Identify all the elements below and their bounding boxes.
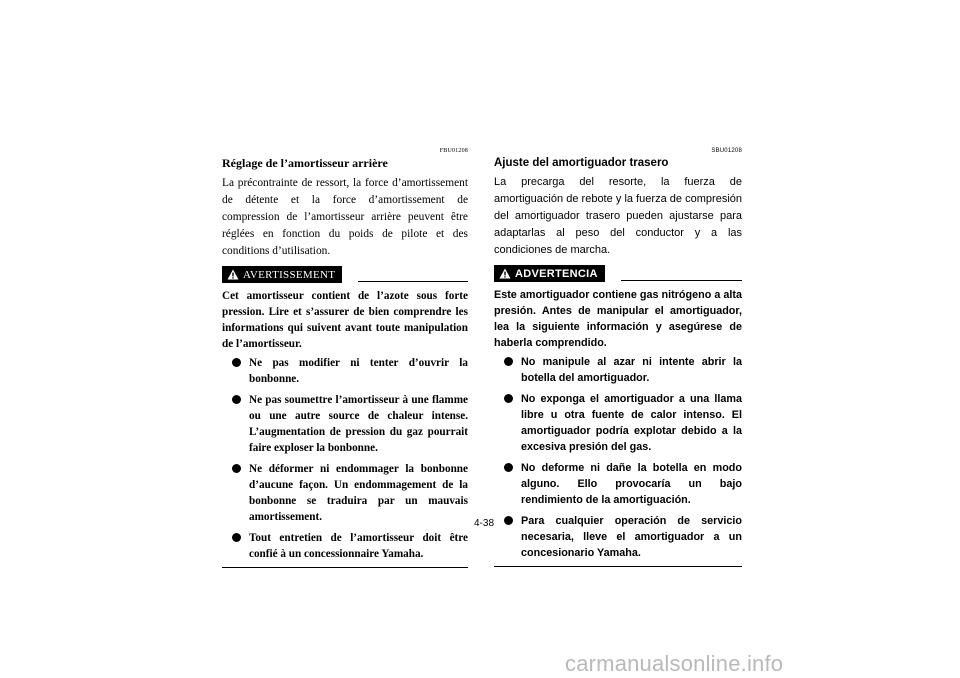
warning-end-rule (222, 567, 468, 568)
warning-header (494, 265, 742, 282)
warning-triangle-icon (499, 268, 511, 279)
warning-list (222, 355, 468, 562)
bullet-dot-icon (504, 357, 513, 366)
section-title: Ajuste del amortiguador trasero (494, 157, 669, 169)
warning-rule (358, 281, 468, 282)
list-item: Para cualquier operación de servicio necesaria, lleve el amortiguador a un concesionario Yamaha. (494, 513, 742, 561)
warning-header (222, 266, 468, 283)
bullet-dot-icon (504, 463, 513, 472)
warning-triangle-icon (227, 269, 239, 280)
warning-intro: Cet amortisseur contient de l’azote sous forte pression. Lire et s’assurer de bien comprendre les informations qui suivent avant toute manipulation de l’amortisseur. (222, 290, 468, 350)
section-code: FBU01208 (439, 148, 468, 154)
list-item: No deforme ni dañe la botella en modo alguno. Ello provocaría un bajo rendimiento de la amortiguación. (494, 460, 742, 508)
warning-list (494, 354, 742, 561)
french-section (222, 148, 468, 568)
warning-end-rule (494, 566, 742, 567)
section-title: Réglage de l’amortisseur arrière (222, 156, 388, 170)
page-number: 4-38 (473, 518, 494, 529)
bullet-dot-icon (232, 358, 241, 367)
bullet-dot-icon (232, 533, 241, 542)
list-item: Ne pas soumettre l’amortisseur à une flamme ou une autre source de chaleur intense. L’augmentation de pression du gaz pourrait faire exploser la bonbonne. (222, 392, 468, 456)
warning-label: AVERTISSEMENT (243, 268, 336, 281)
bullet-dot-icon (504, 394, 513, 403)
warning-label: ADVERTENCIA (515, 267, 598, 280)
bullet-dot-icon (232, 395, 241, 404)
section-code: SBU01208 (711, 148, 742, 154)
warning-rule (621, 280, 742, 281)
bullet-dot-icon (232, 464, 241, 473)
section-body: La précontrainte de ressort, la force d’amortissement de détente et la force d’amortissement de compression de l’amortisseur arrière peuvent être réglées en fonction du poids de pilote et des conditions d’utilisation. (222, 177, 468, 257)
list-item: Ne pas modifier ni tenter d’ouvrir la bonbonne. (222, 355, 468, 387)
bullet-dot-icon (504, 516, 513, 525)
list-item: No exponga el amortiguador a una llama libre u otra fuente de calor intenso. El amortiguador podría explotar debido a la excesiva presión del gas. (494, 391, 742, 455)
warning-badge (222, 266, 342, 283)
list-item: Tout entretien de l’amortisseur doit être confié à un concessionnaire Yamaha. (222, 530, 468, 562)
warning-intro: Este amortiguador contiene gas nitrógeno a alta presión. Antes de manipular el amortiguador, lea la siguiente información y asegúrese de haberla comprendido. (494, 289, 742, 349)
watermark: carmanualsonline.info (565, 651, 784, 676)
list-item: Ne déformer ni endommager la bonbonne d’aucune façon. Un endommagement de la bonbonne se traduira par un mauvais amortissement. (222, 461, 468, 525)
spanish-section (494, 148, 742, 567)
warning-badge (494, 265, 605, 282)
section-body: La precarga del resorte, la fuerza de amortiguación de rebote y la fuerza de compresión del amortiguador trasero pueden ajustarse para adaptarlas al peso del conductor y a las condiciones de marcha. (494, 176, 742, 256)
list-item: No manipule al azar ni intente abrir la botella del amortiguador. (494, 354, 742, 386)
